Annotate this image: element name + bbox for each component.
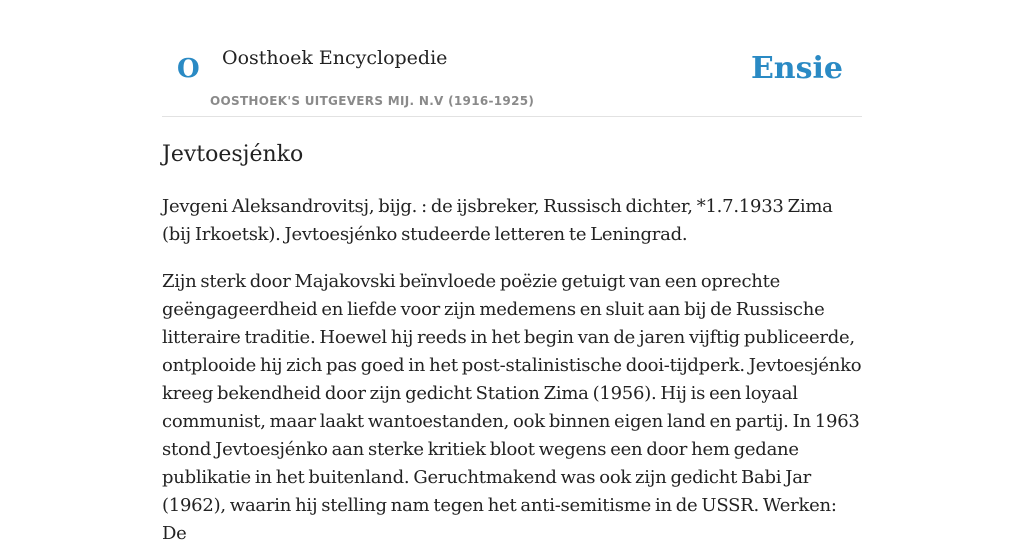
- article-paragraph: Jevgeni Aleksandrovitsj, bijg. : de ijsbreker, Russisch dichter, *1.7.1933 Zima (bij Irkoetsk). Jevtoesjénko studeerde letteren te Leningrad.: [162, 196, 833, 245]
- book-title-link[interactable]: Oosthoek Encyclopedie: [222, 47, 448, 69]
- article-paragraph: Zijn sterk door Majakovski beïnvloede poëzie getuigt van een oprechte geëngageerdheid en liefde voor zijn medemens en sluit aan bij de Russische litteraire traditie. Hoewel hij reeds in het begin van de jaren vijftig publiceerde, ontplooide hij zich pas goed in het post-stalinistische dooi-tijdperk. Jevtoesjénko kreeg bekendheid door zijn gedicht Station Zima (1956). Hij is een loyaal communist, maar laakt wantoestanden, ook binnen eigen land en partij. In 1963 stond Jevtoesjénko aan sterke kritiek bloot wegens een door hem gedane publikatie in het buitenland. Geruchtmakend was ook zijn gedicht Babi Jar (1962), waarin hij stelling nam tegen het anti-semitisme in de USSR. Werken: De: [162, 271, 862, 544]
- publisher-label: OOSTHOEK'S UITGEVERS MIJ. N.V (1916-1925): [210, 94, 535, 108]
- site-header: [162, 0, 862, 117]
- book-logo-icon[interactable]: O: [177, 54, 200, 84]
- article-title: Jevtoesjénko: [162, 142, 304, 167]
- article: [162, 140, 862, 548]
- ensie-logo-link[interactable]: Ensie: [750, 51, 843, 86]
